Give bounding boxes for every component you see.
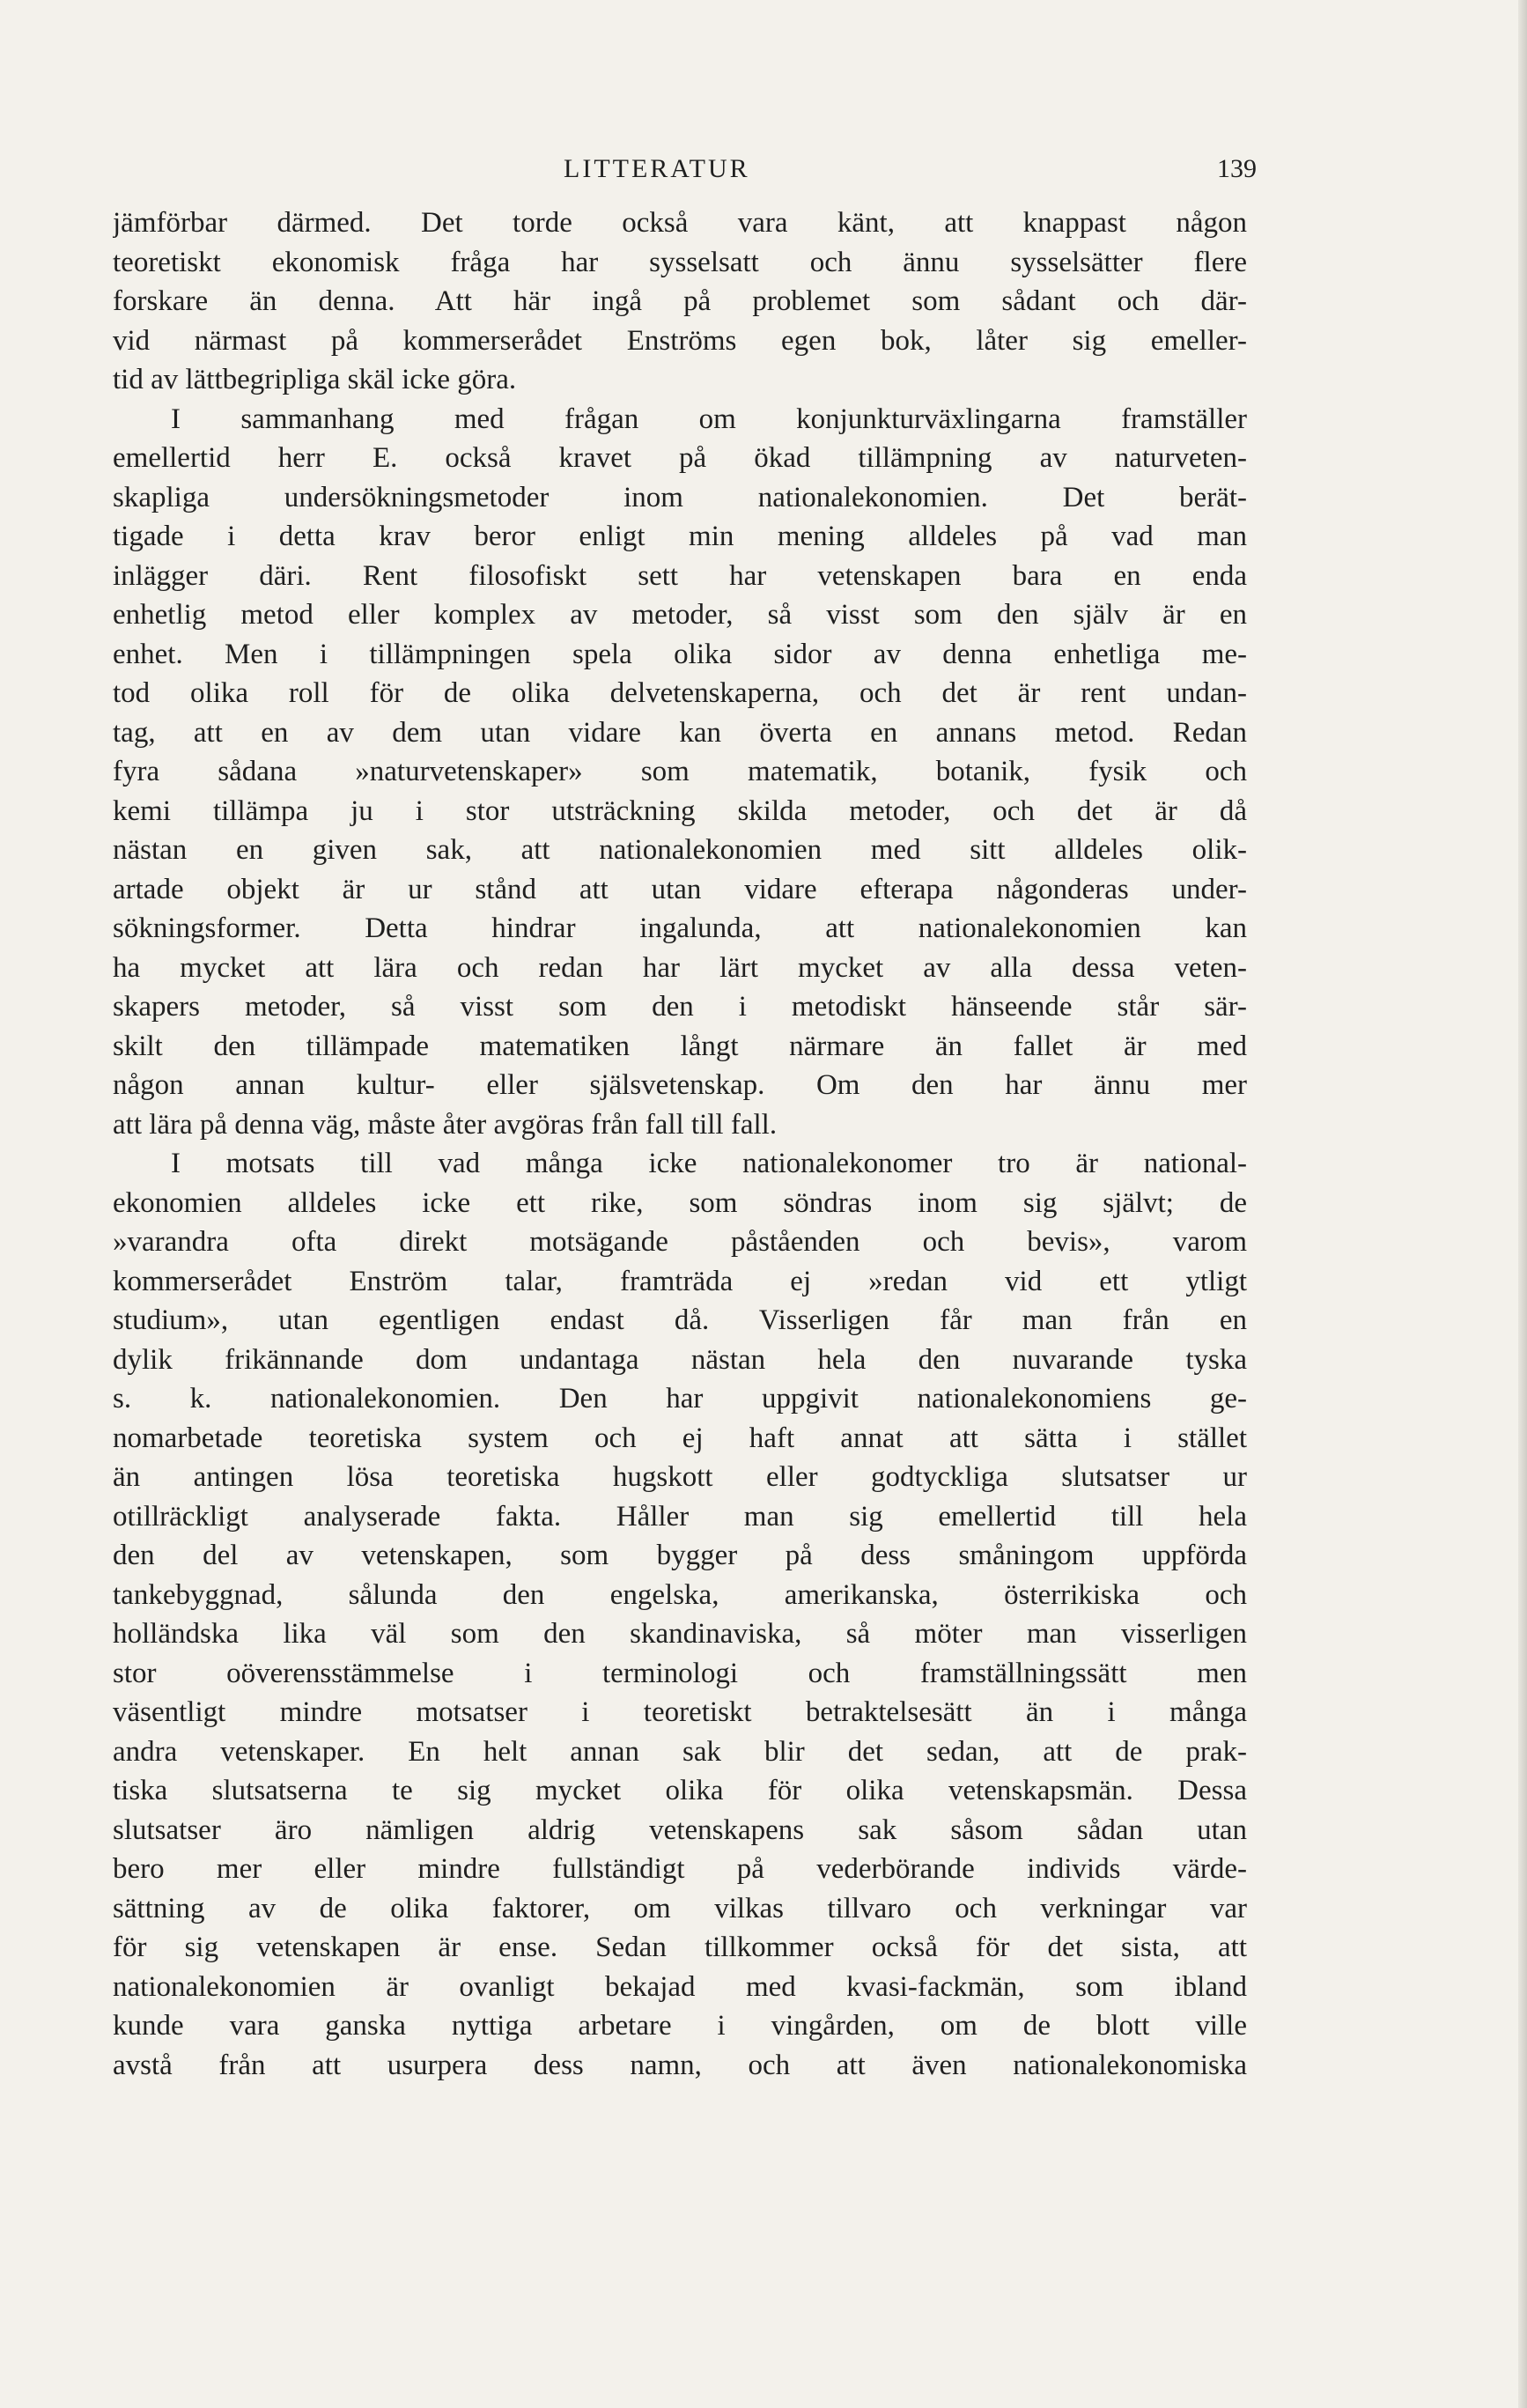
text-line: andra vetenskaper. En helt annan sak blir det sedan, att de prak- (113, 1735, 1247, 1768)
text-line: tod olika roll för de olika delvetenskaperna, och det är rent undan- (113, 677, 1247, 709)
text-line: tid av lättbegripliga skäl icke göra. (113, 364, 517, 395)
text-line: för sig vetenskapen är ense. Sedan tillkommer också för det sista, att (113, 1932, 1247, 1963)
text-line: kommerserådet Enström talar, framträda ej »redan vid ett ytligt (113, 1265, 1247, 1297)
text-line: nationalekonomien är ovanligt bekajad med kvasi-fackmän, som ibland (113, 1970, 1247, 2003)
text-line: någon annan kultur- eller själsvetenskap. Om den har ännu mer (113, 1069, 1247, 1101)
text-line: forskare än denna. Att här ingå på problemet som sådant och där- (113, 285, 1247, 317)
text-line: tankebyggnad, sålunda den engelska, amerikanska, österrikiska och (113, 1578, 1247, 1611)
text-line: sökningsformer. Detta hindrar ingalunda, att nationalekonomien kan (113, 912, 1247, 944)
text-line: än antingen lösa teoretiska hugskott eller godtyckliga slutsatser ur (113, 1461, 1247, 1493)
text-line: jämförbar därmed. Det torde också vara känt, att knappast någon (113, 207, 1247, 239)
text-line: inlägger däri. Rent filosofiskt sett har vetenskapen bara en enda (113, 559, 1247, 592)
text-line: den del av vetenskapen, som bygger på dess småningom uppförda (113, 1540, 1247, 1571)
text-line: slutsatser äro nämligen aldrig vetenskapens sak såsom sådan utan (113, 1813, 1247, 1846)
text-line: dylik frikännande dom undantaga nästan hela den nuvarande tyska (113, 1343, 1247, 1376)
text-line: enhet. Men i tillämpningen spela olika sidor av denna enhetliga me- (113, 638, 1247, 670)
text-line: skilt den tillämpade matematiken långt närmare än fallet är med (113, 1030, 1247, 1062)
text-line: s. k. nationalekonomien. Den har uppgivit nationalekonomiens ge- (113, 1383, 1247, 1415)
text-line: nomarbetade teoretiska system och ej haft annat att sätta i stället (113, 1422, 1247, 1454)
page-number: 139 (1217, 154, 1257, 183)
text-line: holländska lika väl som den skandinaviska, så möter man visserligen (113, 1618, 1247, 1650)
text-line: stor oöverensstämmelse i terminologi och framställningssätt men (113, 1657, 1247, 1689)
text-line: ha mycket att lära och redan har lärt mycket av alla dessa veten- (113, 951, 1247, 984)
text-line: att lära på denna väg, måste åter avgöras från fall till fall. (113, 1108, 778, 1141)
text-line: ekonomien alldeles icke ett rike, som söndras inom sig självt; de (113, 1186, 1247, 1219)
text-line: kemi tillämpa ju i stor utsträckning skilda metoder, och det är då (113, 794, 1247, 827)
text-line: emellertid herr E. också kravet på ökad tillämpning av naturveten- (113, 442, 1247, 474)
text-line: avstå från att usurpera dess namn, och att även nationalekonomiska (113, 2049, 1247, 2081)
text-line: fyra sådana »naturvetenskaper» som matematik, botanik, fysik och (113, 756, 1247, 787)
text-line: vid närmast på kommerserådet Enströms egen bok, låter sig emeller- (113, 324, 1247, 357)
page-edge-shadow (1518, 0, 1527, 2408)
running-head: LITTERATUR (564, 154, 750, 183)
text-line: otillräckligt analyserade fakta. Håller man sig emellertid till hela (113, 1500, 1247, 1533)
text-line: tag, att en av dem utan vidare kan överta en annans metod. Redan (113, 716, 1247, 749)
text-line: I motsats till vad många icke nationalekonomer tro är national- (171, 1148, 1247, 1179)
text-line: enhetlig metod eller komplex av metoder, så visst som den själv är en (113, 599, 1247, 631)
text-line: studium», utan egentligen endast då. Visserligen får man från en (113, 1304, 1247, 1336)
text-line: sättning av de olika faktorer, om vilkas tillvaro och verkningar var (113, 1892, 1247, 1924)
text-line: bero mer eller mindre fullständigt på vederbörande individs värde- (113, 1853, 1247, 1885)
page-header (0, 151, 1527, 187)
text-line: skapliga undersökningsmetoder inom nationalekonomien. Det berät- (113, 481, 1247, 513)
text-line: nästan en given sak, att nationalekonomien med sitt alldeles olik- (113, 834, 1247, 866)
text-line: artade objekt är ur stånd att utan vidare efterapa någonderas under- (113, 873, 1247, 905)
text-line: skapers metoder, så visst som den i metodiskt hänseende står sär- (113, 991, 1247, 1023)
text-line: teoretiskt ekonomisk fråga har sysselsatt och ännu sysselsätter flere (113, 246, 1247, 278)
body-text (113, 203, 1247, 2085)
text-line: tiska slutsatserna te sig mycket olika för olika vetenskapsmän. Dessa (113, 1775, 1247, 1806)
text-line: »varandra ofta direkt motsägande påståenden och bevis», varom (113, 1226, 1247, 1258)
text-line: väsentligt mindre motsatser i teoretiskt betraktelsesätt än i många (113, 1696, 1247, 1728)
text-line: I sammanhang med frågan om konjunkturväxlingarna framställer (171, 403, 1247, 435)
text-line: kunde vara ganska nyttiga arbetare i vingården, om de blott ville (113, 2010, 1247, 2042)
text-line: tigade i detta krav beror enligt min mening alldeles på vad man (113, 521, 1247, 552)
